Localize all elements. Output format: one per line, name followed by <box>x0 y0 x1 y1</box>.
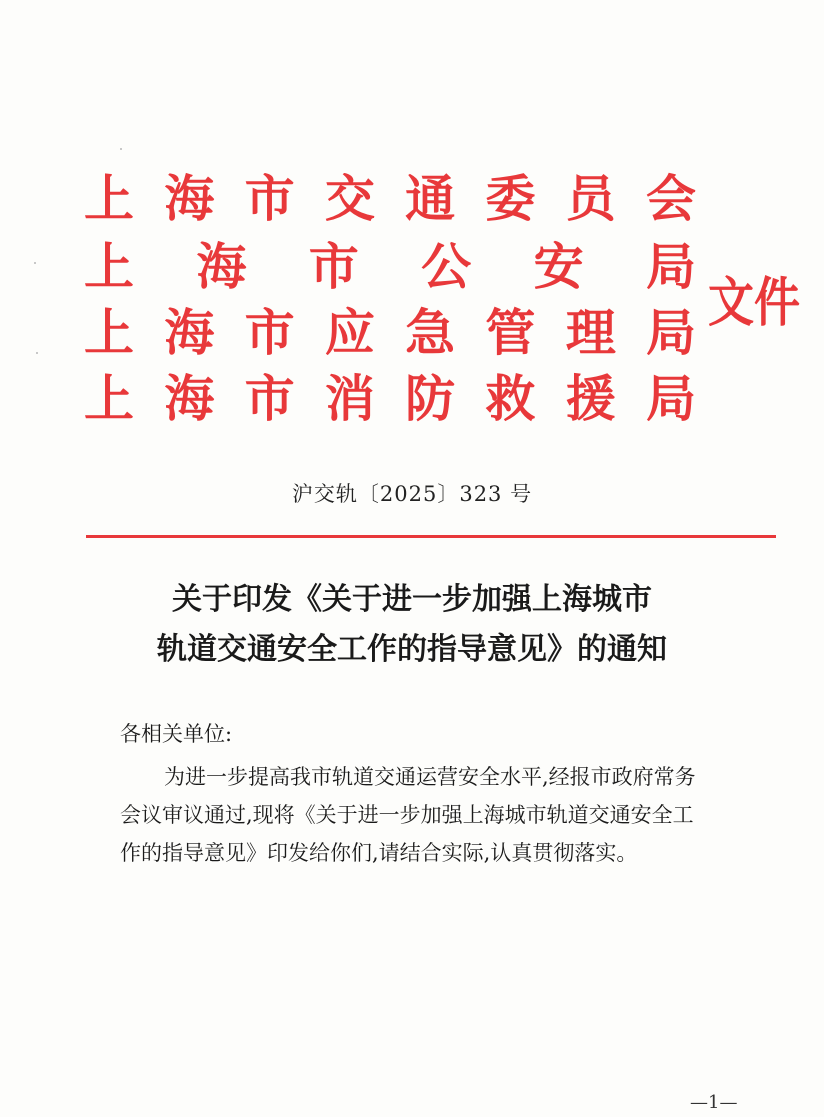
issuer-char: 应 <box>324 303 375 362</box>
issuer-char: 安 <box>533 237 584 296</box>
issuer-line-transport-commission <box>80 168 700 230</box>
scan-speck <box>34 262 36 264</box>
issuer-char: 委 <box>485 169 536 228</box>
page-number: —1— <box>690 1092 738 1113</box>
document-number: 沪交轨〔2025〕323 号 <box>291 482 533 506</box>
issuer-char: 理 <box>565 303 616 362</box>
issuer-char: 消 <box>324 369 375 428</box>
issuer-char: 救 <box>485 369 536 428</box>
issuer-char: 市 <box>244 303 295 362</box>
issuer-line-public-security <box>80 236 700 298</box>
issuer-char: 急 <box>405 303 456 362</box>
issuer-char: 海 <box>164 303 215 362</box>
issuer-char: 局 <box>645 303 696 362</box>
body-line: 作的指导意见》印发给你们,请结合实际,认真贯彻落实。 <box>120 841 638 865</box>
issuer-char: 上 <box>84 303 134 362</box>
issuer-char: 海 <box>196 237 247 296</box>
body-line: 为进一步提高我市轨道交通运营安全水平,经报市政府常务 <box>164 765 696 789</box>
issuer-header <box>80 168 800 428</box>
title-line: 轨道交通安全工作的指导意见》的通知 <box>157 632 667 667</box>
body-line: 会议审议通过,现将《关于进一步加强上海城市轨道交通安全工 <box>120 803 694 827</box>
issuer-line-emergency-management <box>80 302 700 364</box>
issuer-char: 市 <box>308 237 359 296</box>
body-paragraph <box>120 758 760 872</box>
issuer-char: 员 <box>565 169 616 228</box>
issuer-char: 上 <box>84 369 134 428</box>
issuer-char: 上 <box>84 237 134 296</box>
issuer-char: 局 <box>645 237 696 296</box>
scan-speck <box>120 148 122 150</box>
issuer-char: 局 <box>645 369 696 428</box>
issuer-char: 管 <box>485 303 536 362</box>
issuer-char: 援 <box>565 369 616 428</box>
issuer-char: 交 <box>324 169 375 228</box>
issuer-char: 公 <box>421 237 472 296</box>
issuer-char: 海 <box>164 169 215 228</box>
issuer-char: 通 <box>405 169 456 228</box>
issuer-char: 市 <box>244 169 295 228</box>
document-suffix: 文件 <box>708 271 800 334</box>
red-divider <box>86 535 776 538</box>
salutation: 各相关单位: <box>120 722 233 746</box>
issuer-char: 海 <box>164 369 215 428</box>
scan-speck <box>36 352 38 354</box>
issuer-char: 市 <box>244 369 295 428</box>
issuer-char: 防 <box>405 369 456 428</box>
title-line: 关于印发《关于进一步加强上海城市 <box>172 582 652 617</box>
issuer-char: 上 <box>84 169 134 228</box>
issuer-line-fire-rescue <box>80 368 700 430</box>
notice-title <box>0 575 824 675</box>
issuer-char: 会 <box>645 169 696 228</box>
